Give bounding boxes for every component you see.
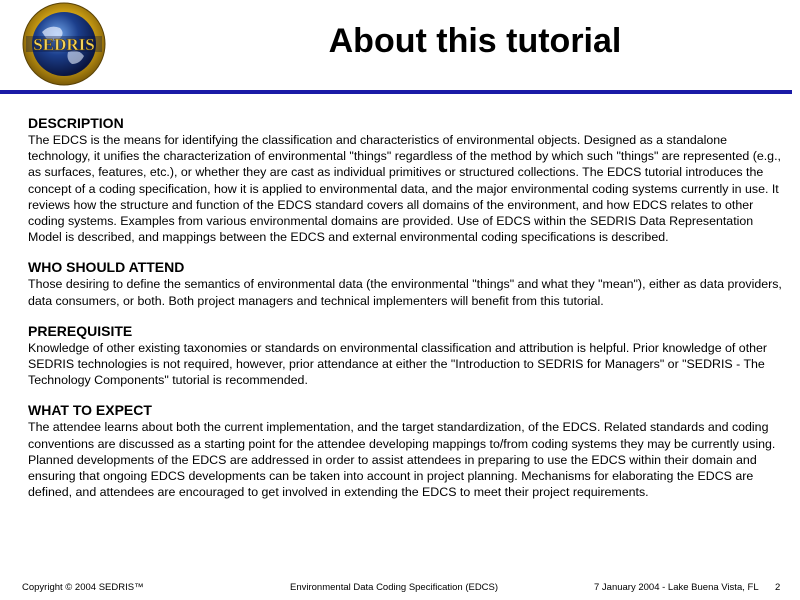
section-prerequisite — [28, 323, 786, 389]
section-what-to-expect — [28, 402, 786, 500]
section-heading: WHAT TO EXPECT — [28, 402, 152, 419]
section-body: Those desiring to define the semantics of environmental data (the environmental "things" and what they "mean"), either as data providers, data consumers, or both. Both project managers and technical implementers will benefit from this tutorial. — [28, 277, 782, 308]
sedris-logo — [20, 2, 108, 86]
footer-date-location: 7 January 2004 - Lake Buena Vista, FL — [594, 582, 759, 593]
section-description — [28, 115, 786, 245]
logo-text: SEDRIS — [33, 35, 95, 54]
page-title: About this tutorial — [328, 22, 622, 60]
section-body: Knowledge of other existing taxonomies or standards on environmental classification and attribution is helpful. Prior knowledge of other SEDRIS technologies is not required, however, prior attendance at either the "Introduction to SEDRIS for Managers" or "SEDRIS - The Technology Components" tutorial is recommended. — [28, 340, 768, 388]
footer-copyright: Copyright © 2004 SEDRIS™ — [22, 582, 144, 593]
footer-page-number: 2 — [775, 582, 781, 593]
footer-document-title: Environmental Data Coding Specification (EDCS) — [290, 582, 499, 593]
section-body: The EDCS is the means for identifying the classification and characteristics of environmental objects. Designed as a standalone technology, it unifies the characterization of environmental "things" regardless of the method by which such "things" are represented (e.g., as surfaces, features, etc.), or whether they are cast as individual primitives or structured collections. The EDCS tutorial introduces the concept of a coding specification, how it is applied to environmental data, and the major environmental coding systems currently in use. It reviews how the structure and function of the EDCS standard covers all domains of the environment, and how EDCS relates to other coding systems. Examples from various environmental domains are provided. Use of EDCS within the SEDRIS Data Representation Model is described, and mappings between the EDCS and external environmental coding specifications is described. — [28, 133, 781, 245]
section-heading: PREREQUISITE — [28, 322, 133, 339]
header-divider — [0, 90, 792, 94]
section-who-should-attend — [28, 259, 786, 308]
content-area — [28, 115, 786, 514]
section-body: The attendee learns about both the current implementation, and the target standardization, of the EDCS. Related standards and coding conventions are discussed as a starting point for the attendee developing mappings to/from coding systems they may be currently using. Planned developments of the EDCS are addressed in order to assist attendees in preparing to use the EDCS within their domain and ensuring that ongoing EDCS developments can be taken into account in project planning. Mechanisms for elaborating the EDCS are defined, and attendees are encouraged to get involved in extending the EDCS to meet their project requirements. — [28, 420, 776, 500]
section-heading: DESCRIPTION — [28, 115, 124, 131]
section-heading: WHO SHOULD ATTEND — [28, 259, 185, 276]
footer — [0, 580, 800, 596]
